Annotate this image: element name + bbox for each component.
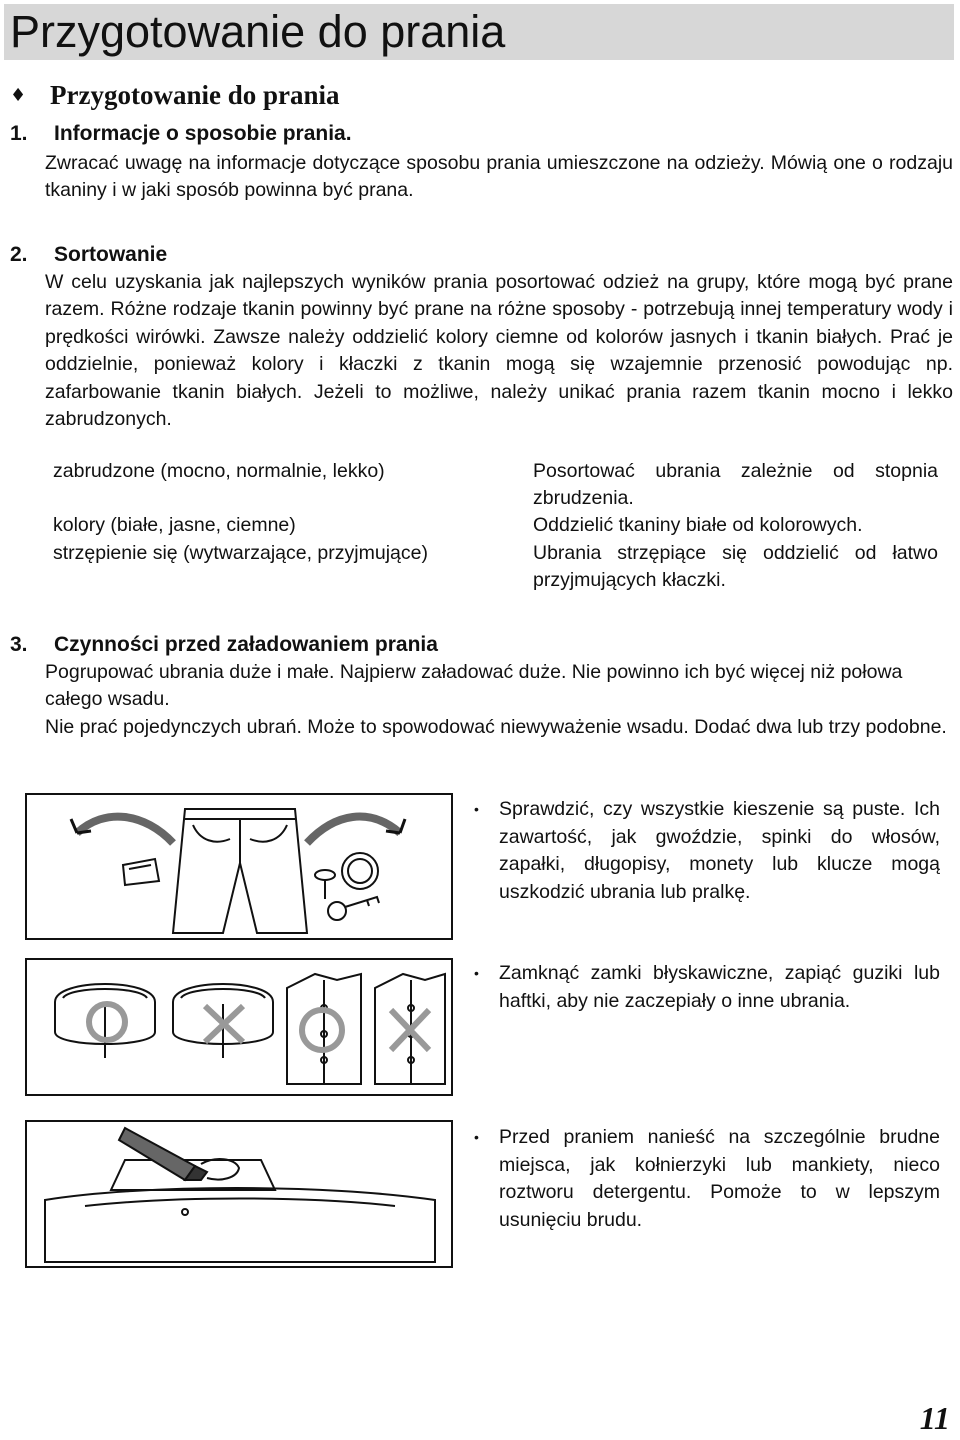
- subheading: [10, 79, 340, 112]
- section-3-text: [45, 659, 953, 741]
- section-heading-text: Czynności przed załadowaniem prania: [54, 633, 438, 656]
- section-1-heading: [10, 121, 352, 147]
- paragraph: Zwracać uwagę na informacje dotyczące sposobu prania umieszczone na odzieży. Mówią one o rodzaju tkaniny i w jaki sposób powinna być prana.: [45, 152, 953, 202]
- tip-detergent: [474, 1124, 940, 1234]
- sorting-row-3-instruction: Ubrania strzępiące się oddzielić od łatwo przyjmujących kłaczki.: [533, 542, 938, 591]
- pockets-illustration: [25, 793, 453, 940]
- section-2-text: [45, 269, 953, 433]
- fasteners-illustration: [25, 958, 453, 1096]
- tip-text: Przed praniem nanieść na szczególnie brudne miejsca, jak kołnierzyki lub mankiety, nieco roztworu detergentu. Pomoże to w lepszym usunięciu brudu.: [499, 1126, 940, 1231]
- paragraph: W celu uzyskania jak najlepszych wyników prania posortować odzież na grupy, które mogą być prane razem. Różne rodzaje tkanin powinny być prane na różne sposoby - potrzebują innej temperatury wody i prędkości wirówki. Zawsze należy oddzielić kolory ciemne od kolorów jasnych i tkanin białych. Prać je oddzielnie, ponieważ kolory i kłaczki z tkanin mogą się wzajemnie przenosić powodując np. zafarbowanie tkanin białych. Jeżeli to możliwe, należy unikać prania razem tkanin mocno i lekko zabrudzonych.: [45, 271, 953, 431]
- sorting-row-2-instruction: Oddzielić tkaniny białe od kolorowych.: [533, 514, 863, 536]
- tip-text: Sprawdzić, czy wszystkie kieszenie są puste. Ich zawartość, jak gwoździe, spinki do włosów, zapałki, długopisy, monety lub klucze mogą uszkodzić ubrania lub pralkę.: [499, 798, 940, 903]
- page-number: 11: [919, 1400, 950, 1436]
- section-number: 2.: [10, 243, 28, 266]
- bullet-icon: •: [474, 1129, 479, 1145]
- section-number: 1.: [10, 122, 28, 145]
- sorting-row-1-category: zabrudzone (mocno, normalnie, lekko): [53, 460, 385, 482]
- bullet-icon: •: [474, 801, 479, 817]
- section-2-heading: [10, 242, 167, 268]
- section-heading-text: Informacje o sposobie prania.: [54, 122, 352, 145]
- section-1-text: [45, 150, 953, 205]
- sorting-row-2-category: kolory (białe, jasne, ciemne): [53, 514, 296, 536]
- page-title: Przygotowanie do prania: [10, 6, 506, 57]
- tip-pockets: [474, 796, 940, 906]
- detergent-illustration: [25, 1120, 453, 1268]
- section-heading-text: Sortowanie: [54, 243, 168, 266]
- paragraph: Pogrupować ubrania duże i małe. Najpierw załadować duże. Nie powinno ich być więcej niż połowa całego wsadu.: [45, 661, 903, 711]
- sorting-row-3-category: strzępienie się (wytwarzające, przyjmujące): [53, 542, 428, 564]
- subheading-text: Przygotowanie do prania: [50, 80, 340, 110]
- bullet-icon: •: [474, 965, 479, 981]
- diamond-bullet-icon: ♦: [10, 85, 27, 106]
- tip-text: Zamknąć zamki błyskawiczne, zapiąć guziki lub haftki, aby nie zaczepiały o inne ubrania.: [499, 962, 940, 1012]
- section-3-heading: [10, 632, 438, 658]
- paragraph: Nie prać pojedynczych ubrań. Może to spowodować niewyważenie wsadu. Dodać dwa lub trzy podobne.: [45, 715, 947, 738]
- tip-fasteners: [474, 960, 940, 1015]
- sorting-row-1-instruction: Posortować ubrania zależnie od stopnia zbrudzenia.: [533, 460, 938, 509]
- section-number: 3.: [10, 633, 28, 656]
